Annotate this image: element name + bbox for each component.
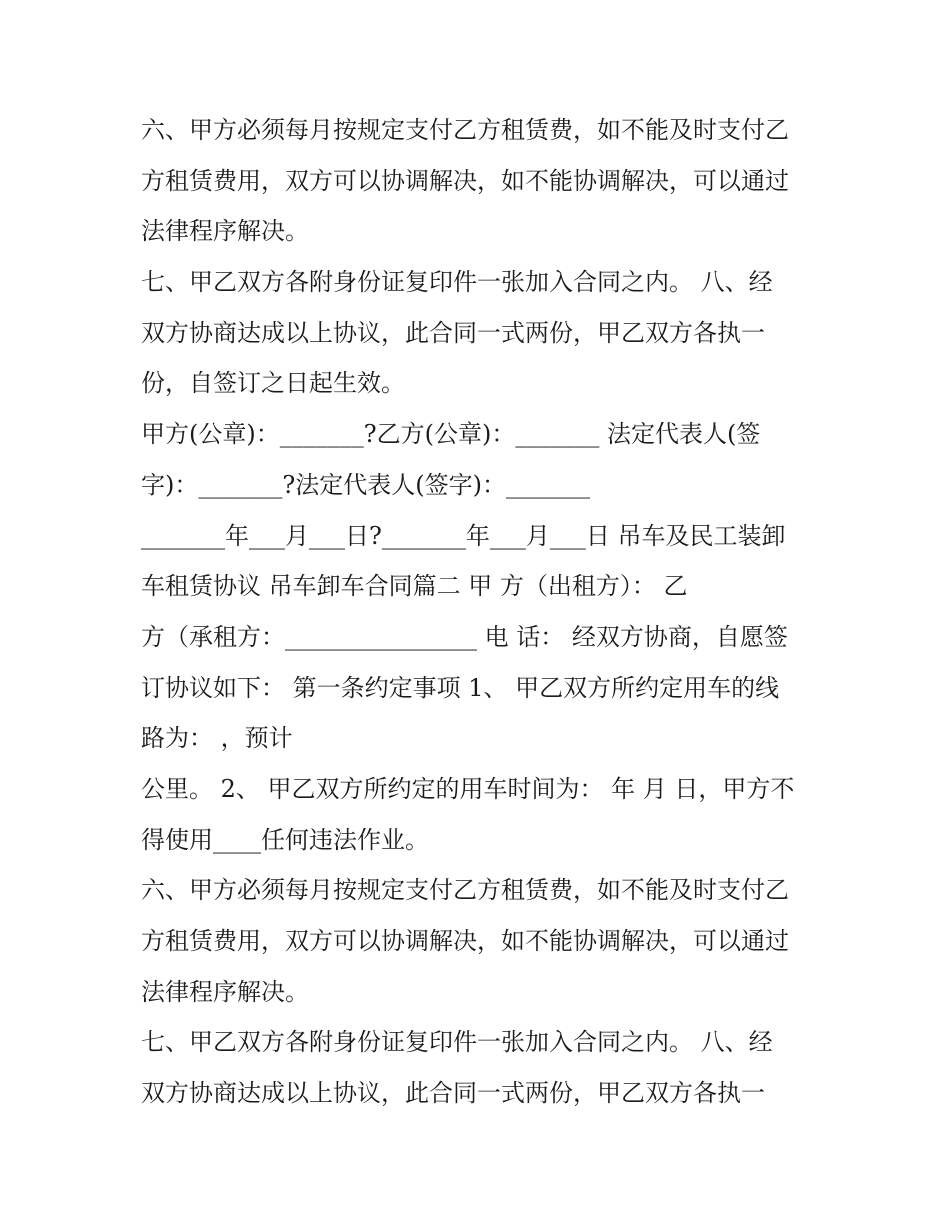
text-line: 法律程序解决。 bbox=[141, 217, 309, 246]
text-line: 法律程序解决。 bbox=[141, 977, 309, 1006]
text-line: 公里。 2、 甲乙双方所约定的用车时间为： 年 月 日，甲方不 bbox=[141, 774, 795, 803]
text-line: 方（承租方：________________ 电 话： 经双方协商，自愿签 bbox=[141, 622, 788, 651]
text-line: 路为： ，预计 bbox=[141, 724, 293, 753]
text-line: 七、甲乙双方各附身份证复印件一张加入合同之内。 八、经 bbox=[141, 268, 773, 297]
text-line: 双方协商达成以上协议，此合同一式两份，甲乙双方各执一 bbox=[141, 318, 765, 347]
text-line: 甲方(公章)：_______?乙方(公章)：_______ 法定代表人(签 bbox=[141, 420, 761, 449]
text-line: 车租赁协议 吊车卸车合同篇二 甲 方（出租方）： 乙 bbox=[141, 572, 688, 601]
text-line: 字)：_______?法定代表人(签字)：_______ bbox=[141, 470, 590, 499]
text-line: 六、甲方必须每月按规定支付乙方租赁费，如不能及时支付乙 bbox=[141, 876, 789, 905]
text-line: 双方协商达成以上协议，此合同一式两份，甲乙双方各执一 bbox=[141, 1079, 765, 1108]
text-line: 份，自签订之日起生效。 bbox=[141, 369, 405, 398]
text-line: 七、甲乙双方各附身份证复印件一张加入合同之内。 八、经 bbox=[141, 1028, 773, 1057]
text-line: 方租赁费用，双方可以协调解决，如不能协调解决，可以通过 bbox=[141, 166, 789, 195]
text-line: 订协议如下： 第一条约定事项 1、 甲乙双方所约定用车的线 bbox=[141, 673, 780, 702]
text-line: 六、甲方必须每月按规定支付乙方租赁费，如不能及时支付乙 bbox=[141, 116, 789, 144]
document-body bbox=[141, 105, 821, 1119]
text-line: 得使用____任何违法作业。 bbox=[141, 825, 429, 854]
text-line: _______年___月___日?_______年___月___日 吊车及民工装卸 bbox=[141, 521, 786, 550]
text-line: 方租赁费用，双方可以协调解决，如不能协调解决，可以通过 bbox=[141, 927, 789, 955]
